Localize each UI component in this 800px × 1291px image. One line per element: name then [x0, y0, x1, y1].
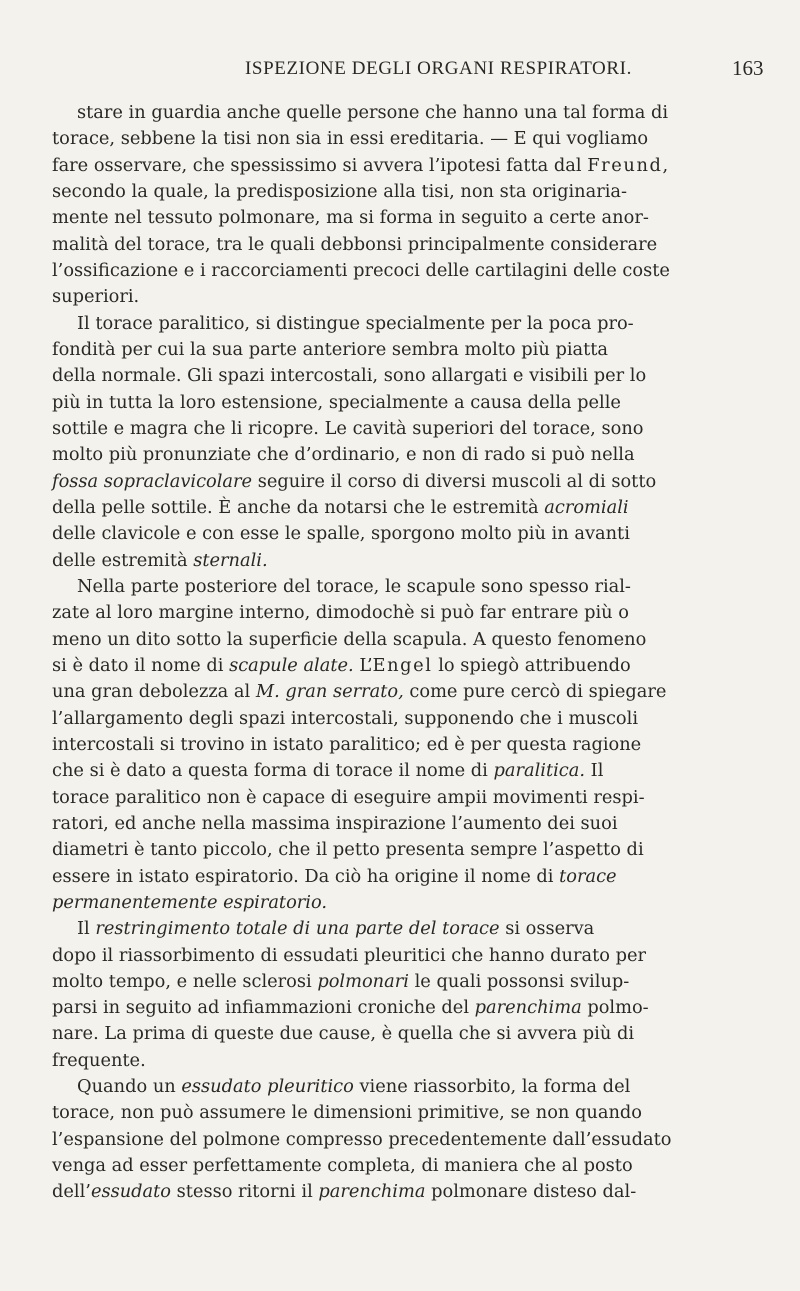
italic-run: paralitica.: [493, 760, 586, 782]
paragraph: [52, 574, 769, 916]
text-line: [52, 1074, 769, 1100]
paragraph: [52, 1074, 769, 1206]
text-run: mente nel tessuto polmonare, ma si forma in seguito a certe anor-: [52, 207, 649, 229]
text-run: fondità per cui la sua parte anteriore sembra molto più piatta: [52, 338, 609, 360]
text-run: zate al loro margine interno, dimodochè si può far entrare più o: [52, 602, 629, 624]
text-run: dell’: [52, 1181, 91, 1203]
italic-run: torace: [559, 865, 617, 887]
text-run: polmo-: [581, 997, 649, 1019]
text-run: della normale. Gli spazi intercostali, sono allargati e visibili per lo: [52, 365, 647, 387]
text-line: [52, 153, 769, 179]
text-run: molto più pronunziate che d’ordinario, e non di rado si può nella: [52, 444, 635, 466]
text-line: [52, 679, 769, 705]
text-run: dopo il riassorbimento di essudati pleuritici che hanno durato per: [52, 944, 647, 966]
text-run: molto tempo, e nelle sclerosi: [52, 970, 318, 992]
text-run: secondo la quale, la predisposizione alla tisi, non sta originaria-: [52, 180, 627, 202]
text-line: [52, 205, 769, 231]
text-line: [52, 1100, 769, 1126]
italic-run: parenchima: [474, 997, 582, 1019]
text-line: [52, 995, 769, 1021]
italic-run: permanentemente espiratorio.: [52, 891, 328, 913]
text-run: Il: [77, 918, 96, 940]
italic-run: acromiali: [544, 496, 629, 518]
text-line: [52, 1048, 769, 1074]
text-line: [52, 574, 769, 600]
text-run: seguire il corso di diversi muscoli al di sotto: [252, 470, 657, 492]
text-line: [52, 521, 769, 547]
text-line: [52, 363, 769, 389]
italic-run: essudato: [90, 1181, 171, 1203]
text-run: malità del torace, tra le quali debbonsi principalmente considerare: [52, 233, 658, 255]
text-line: [52, 469, 769, 495]
italic-run: M. gran serrato,: [255, 681, 404, 703]
text-run: che si è dato a questa forma di torace il nome di: [52, 760, 494, 782]
text-run: venga ad esser perfettamente completa, di maniera che al posto: [52, 1155, 633, 1177]
text-line: [52, 126, 769, 152]
text-run: viene riassorbito, la forma del: [353, 1076, 631, 1098]
text-line: [52, 627, 769, 653]
text-run: torace, sebbene la tisi non sia in essi ereditaria. — E qui vogliamo: [52, 128, 649, 150]
text-run: più in tutta la loro estensione, specialmente a causa della pelle: [52, 391, 621, 413]
text-line: [52, 600, 769, 626]
spaced-name: Freund: [587, 154, 663, 176]
italic-run: sternali.: [193, 549, 268, 571]
text-line: [52, 943, 769, 969]
text-run: l’espansione del polmone compresso precedentemente dall’essudato: [52, 1128, 672, 1150]
text-run: L’: [353, 654, 373, 676]
text-run: diametri è tanto piccolo, che il petto presenta sempre l’aspetto di: [52, 839, 644, 861]
text-line: [52, 916, 769, 942]
text-line: [52, 179, 769, 205]
spaced-name: Engel: [372, 654, 433, 676]
text-line: [52, 100, 769, 126]
text-run: Il: [585, 760, 604, 782]
italic-run: essudato pleuritico: [181, 1076, 354, 1098]
text-line: [52, 732, 769, 758]
text-run: una gran debolezza al: [52, 681, 256, 703]
text-line: [52, 1153, 769, 1179]
text-line: [52, 890, 769, 916]
text-line: [52, 416, 769, 442]
italic-run: fossa sopraclavicolare: [52, 470, 253, 492]
text-run: ratori, ed anche nella massima inspirazione l’aumento dei suoi: [52, 812, 618, 834]
text-run: l’ossificazione e i raccorciamenti precoci delle cartilagini delle coste: [52, 259, 670, 281]
text-line: [52, 785, 769, 811]
text-run: frequente.: [52, 1049, 146, 1071]
text-line: [52, 653, 769, 679]
text-run: meno un dito sotto la superficie della scapula. A questo fenomeno: [52, 628, 647, 650]
text-run: Nella parte posteriore del torace, le scapule sono spesso rial-: [77, 575, 631, 597]
text-line: [52, 311, 769, 337]
text-run: come pure cercò di spiegare: [403, 681, 667, 703]
text-run: fare osservare, che spessissimo si avvera l’ipotesi fatta dal: [52, 154, 588, 176]
text-line: [52, 706, 769, 732]
text-run: polmonare disteso dal-: [425, 1181, 637, 1203]
text-run: lo spiegò attribuendo: [432, 654, 631, 676]
text-line: [52, 758, 769, 784]
text-line: [52, 969, 769, 995]
text-run: le quali possonsi svilup-: [408, 970, 630, 992]
text-run: si osserva: [499, 918, 595, 940]
body-text: [52, 100, 769, 1206]
text-line: [52, 1127, 769, 1153]
page-number: 163: [732, 56, 764, 80]
text-line: [52, 1021, 769, 1047]
text-run: intercostali si trovino in istato paralitico; ed è per questa ragione: [52, 733, 642, 755]
text-run: essere in istato espiratorio. Da ciò ha origine il nome di: [52, 865, 560, 887]
text-run: sottile e magra che li ricopre. Le cavità superiori del torace, sono: [52, 417, 644, 439]
paragraph: [52, 311, 769, 574]
running-head: ISPEZIONE DEGLI ORGANI RESPIRATORI.: [245, 58, 632, 79]
text-line: [52, 864, 769, 890]
text-run: Quando un: [77, 1076, 182, 1098]
italic-run: scapule alate.: [229, 654, 354, 676]
text-line: [52, 1179, 769, 1205]
text-line: [52, 258, 769, 284]
text-line: [52, 232, 769, 258]
text-line: [52, 390, 769, 416]
text-line: [52, 284, 769, 310]
text-run: parsi in seguito ad infiammazioni croniche del: [52, 997, 475, 1019]
text-run: superiori.: [52, 286, 140, 308]
paragraph: [52, 100, 769, 311]
text-run: ,: [662, 154, 669, 176]
text-run: nare. La prima di queste due cause, è quella che si avvera più di: [52, 1023, 635, 1045]
text-run: si è dato il nome di: [52, 654, 230, 676]
text-run: della pelle sottile. È anche da notarsi che le estremità: [52, 496, 545, 518]
text-run: stesso ritorni il: [171, 1181, 319, 1203]
text-line: [52, 442, 769, 468]
italic-run: parenchima: [318, 1181, 426, 1203]
text-run: delle estremità: [52, 549, 194, 571]
text-run: Il torace paralitico, si distingue specialmente per la poca pro-: [77, 312, 634, 334]
text-line: [52, 811, 769, 837]
text-line: [52, 495, 769, 521]
text-run: l’allargamento degli spazi intercostali, supponendo che i muscoli: [52, 707, 638, 729]
text-run: stare in guardia anche quelle persone che hanno una tal forma di: [77, 102, 669, 123]
text-line: [52, 837, 769, 863]
page-header: [0, 50, 800, 90]
text-run: torace, non può assumere le dimensioni primitive, se non quando: [52, 1102, 642, 1124]
text-run: torace paralitico non è capace di eseguire ampii movimenti respi-: [52, 786, 645, 808]
paragraph: [52, 916, 769, 1074]
italic-run: polmonari: [317, 970, 409, 992]
text-run: delle clavicole e con esse le spalle, sporgono molto più in avanti: [52, 523, 630, 545]
text-line: [52, 548, 769, 574]
italic-run: restringimento totale di una parte del torace: [95, 918, 500, 940]
text-line: [52, 337, 769, 363]
